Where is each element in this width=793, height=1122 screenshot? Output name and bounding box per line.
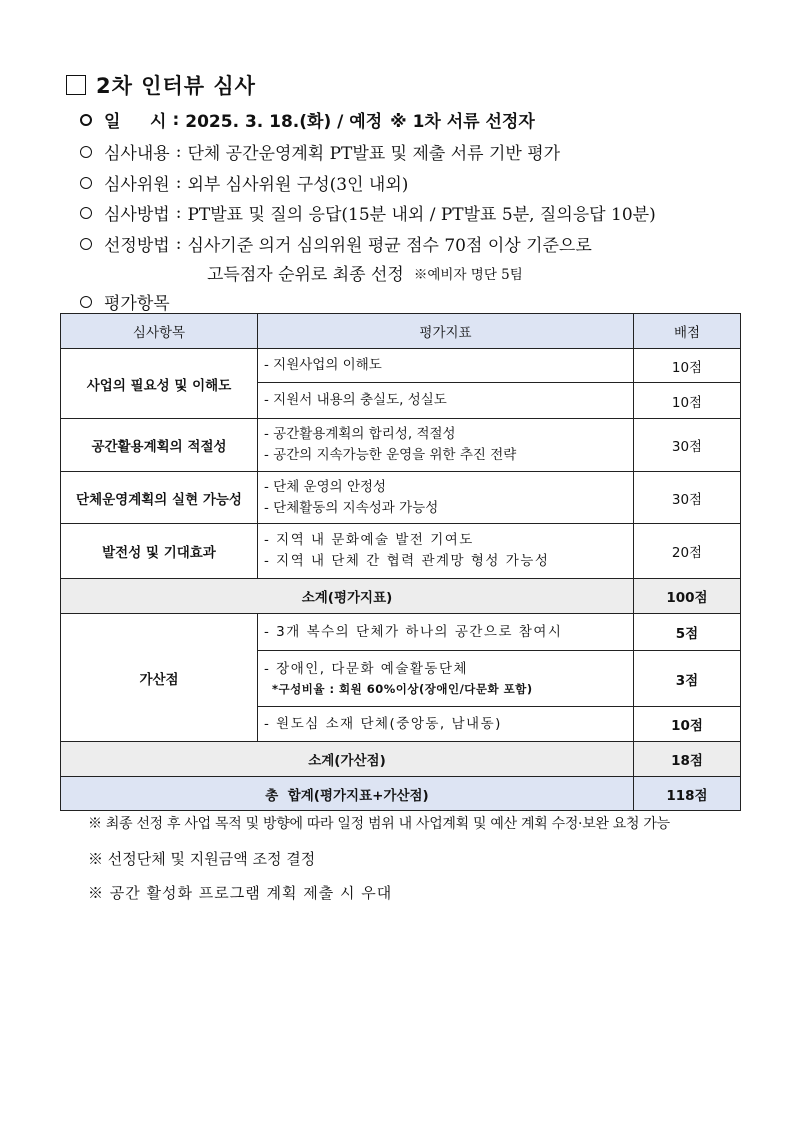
detail-note: ※예비자 명단 5팀 <box>413 266 523 283</box>
circle-bullet-icon <box>80 207 92 219</box>
detail-note: ※ 1차 서류 선정자 <box>390 112 535 132</box>
subtotal-label: 소계(가산점) <box>61 742 634 777</box>
circle-bullet-icon <box>80 296 92 308</box>
subtotal-label: 소계(평가지표) <box>61 579 634 614</box>
category-cell: 공간활용계획의 적절성 <box>61 419 258 472</box>
circle-bullet-icon <box>80 238 92 250</box>
indicator-line: - 지역 내 문화예술 발전 기여도 <box>264 532 474 548</box>
bonus-item-cell: - 3개 복수의 단체가 하나의 공간으로 참여시 <box>258 614 634 651</box>
indicator-line: - 공간활용계획의 합리성, 적절성 <box>264 426 456 442</box>
detail-judges: 심사위원 : 외부 심사위원 구성(3인 내외) <box>80 170 408 195</box>
bonus-score-cell: 3점 <box>634 651 741 707</box>
detail-label: 평가항목 <box>104 294 170 314</box>
header-indicator: 평가지표 <box>258 314 634 349</box>
indicator-line: - 단체활동의 지속성과 가능성 <box>264 499 439 516</box>
note-line: ※ 최종 선정 후 사업 목적 및 방향에 따라 일정 범위 내 사업계획 및 예산 계획 수정·보완 요청 가능 <box>88 816 670 832</box>
indicator-line: - 단체 운영의 안정성 <box>264 478 387 495</box>
score-cell: 10점 <box>634 349 741 383</box>
note-line: ※ 공간 활성화 프로그램 계획 제출 시 우대 <box>88 884 393 902</box>
indicator-cell <box>258 472 634 524</box>
table-row <box>61 419 741 472</box>
score-cell: 30점 <box>634 472 741 524</box>
detail-selection-line2 <box>207 260 523 285</box>
total-label: 총 합계(평가지표+가산점) <box>61 777 634 811</box>
indicator-cell: - 지원사업의 이해도 <box>258 349 634 383</box>
detail-value: 심사기준 의거 심의위원 평균 점수 70점 이상 기준으로 <box>187 236 592 256</box>
subtotal-score: 100점 <box>634 579 741 614</box>
table-row <box>61 472 741 524</box>
table-row <box>61 524 741 579</box>
indicator-cell <box>258 524 634 579</box>
detail-value: 단체 공간운영계획 PT발표 및 제출 서류 기반 평가 <box>187 144 561 164</box>
detail-label: 심사내용 <box>104 144 170 164</box>
bonus-score-cell: 10점 <box>634 707 741 742</box>
category-cell: 발전성 및 기대효과 <box>61 524 258 579</box>
indicator-cell <box>258 419 634 472</box>
header-score: 배점 <box>634 314 741 349</box>
indicator-line: - 공간의 지속가능한 운영을 위한 추진 전략 <box>264 447 517 463</box>
indicator-line: - 지역 내 단체 간 협력 관계망 형성 가능성 <box>264 553 550 569</box>
score-cell: 10점 <box>634 383 741 419</box>
detail-value-line2: 고득점자 순위로 최종 선정 <box>207 265 404 285</box>
detail-label: 선정방법 <box>104 236 170 256</box>
section-title <box>66 70 256 100</box>
bonus-item-note: *구성비율 : 회원 60%이상(장애인/다문화 포함) <box>272 682 533 696</box>
detail-value: 외부 심사위원 구성(3인 내외) <box>187 175 409 195</box>
table-header-row <box>61 314 741 349</box>
circle-bullet-icon <box>80 146 92 158</box>
subtotal-row <box>61 579 741 614</box>
detail-selection: 선정방법 : 심사기준 의거 심의위원 평균 점수 70점 이상 기준으로 <box>80 231 592 256</box>
evaluation-table <box>60 313 741 811</box>
total-row <box>61 777 741 811</box>
bonus-row <box>61 614 741 651</box>
bonus-item-text: - 장애인, 다문화 예술활동단체 <box>264 661 469 677</box>
bonus-score-cell: 5점 <box>634 614 741 651</box>
note-line: ※ 선정단체 및 지원금액 조정 결정 <box>88 850 316 868</box>
detail-schedule: 일 시 : 2025. 3. 18.(화) / 예정 ※ 1차 서류 선정자 <box>80 107 535 132</box>
circle-bullet-icon <box>80 114 92 126</box>
subtotal-score: 18점 <box>634 742 741 777</box>
category-cell: 단체운영계획의 실현 가능성 <box>61 472 258 524</box>
header-category: 심사항목 <box>61 314 258 349</box>
detail-label: 심사위원 <box>104 175 170 195</box>
bonus-category-cell: 가산점 <box>61 614 258 742</box>
detail-label: 심사방법 <box>104 205 170 225</box>
detail-label: 일 시 <box>104 112 167 132</box>
subtotal-row <box>61 742 741 777</box>
table-row <box>61 349 741 383</box>
total-score: 118점 <box>634 777 741 811</box>
checkbox-icon <box>66 75 86 95</box>
section-title-text: 2차 인터뷰 심사 <box>96 74 256 98</box>
detail-value: PT발표 및 질의 응답(15분 내외 / PT발표 5분, 질의응답 10분) <box>187 205 656 225</box>
circle-bullet-icon <box>80 177 92 189</box>
detail-content: 심사내용 : 단체 공간운영계획 PT발표 및 제출 서류 기반 평가 <box>80 139 560 164</box>
indicator-cell: - 지원서 내용의 충실도, 성실도 <box>258 383 634 419</box>
detail-eval-items <box>80 289 170 314</box>
bonus-item-cell <box>258 651 634 707</box>
detail-value: 2025. 3. 18.(화) / 예정 <box>185 112 383 132</box>
bonus-item-cell: - 원도심 소재 단체(중앙동, 남내동) <box>258 707 634 742</box>
score-cell: 30점 <box>634 419 741 472</box>
score-cell: 20점 <box>634 524 741 579</box>
detail-method: 심사방법 : PT발표 및 질의 응답(15분 내외 / PT발표 5분, 질의응답 10분) <box>80 200 656 225</box>
category-cell: 사업의 필요성 및 이해도 <box>61 349 258 419</box>
